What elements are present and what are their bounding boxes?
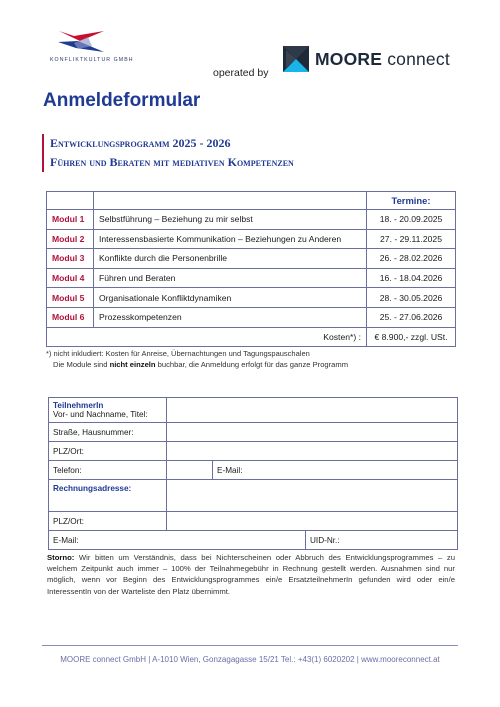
- street-row: [49, 423, 458, 442]
- brand-subline: KONFLIKTKULTUR GMBH: [50, 57, 134, 63]
- plz-field[interactable]: [167, 442, 458, 461]
- cost-row: [47, 327, 456, 347]
- module-row: [47, 210, 456, 230]
- booking-note: [53, 360, 348, 369]
- module-number: Modul 5: [47, 288, 94, 308]
- module-date: 16. - 18.04.2026: [367, 268, 456, 288]
- module-title: Organisationale Konfliktdynamiken: [94, 288, 367, 308]
- footer-text: MOORE connect GmbH | A-1010 Wien, Gonzagagasse 15/21 Tel.: +43(1) 6020202 | www.mooreconnect.at: [60, 655, 440, 664]
- name-label-cell: [49, 398, 167, 423]
- plz-row: [49, 442, 458, 461]
- name-field[interactable]: [167, 398, 458, 423]
- program-heading: [42, 134, 294, 172]
- billing-label: Rechnungsadresse:: [49, 480, 167, 512]
- module-title: Konflikte durch die Personenbrille: [94, 249, 367, 269]
- header-cell-empty-1: [47, 192, 94, 210]
- module-title: Führen und Beraten: [94, 268, 367, 288]
- module-number: Modul 6: [47, 307, 94, 327]
- street-field[interactable]: [167, 423, 458, 442]
- module-number: Modul 3: [47, 249, 94, 269]
- footer-divider: [42, 645, 458, 646]
- module-date: 26. - 28.02.2026: [367, 249, 456, 269]
- phone-field[interactable]: [167, 461, 213, 480]
- module-date: 28. - 30.05.2026: [367, 288, 456, 308]
- storno-body: Wir bitten um Verständnis, dass bei Nichterscheinen oder Abbruch des Entwicklungsprogrammes – zu welchem Zeitpunkt auch immer – 100% der Teilnahmegebühr in Rechnung gestellt werden. Ausnahmen sind nur möglich, wenn vor Beginn des Entwicklungsprogrammes ein/e ErsatzteilnehmerIn gefunden wird oder ein/e InteressentIn von der Warteliste den Platz übernimmt.: [47, 553, 455, 596]
- module-row: [47, 249, 456, 269]
- registration-form: [48, 397, 458, 550]
- email2-label: E-Mail:: [53, 535, 79, 545]
- email2-field[interactable]: [49, 531, 306, 550]
- storno-text: [47, 552, 455, 597]
- modules-header-row: [47, 192, 456, 210]
- module-row: [47, 307, 456, 327]
- program-line-1: Entwicklungsprogramm 2025 - 2026: [50, 136, 231, 150]
- phone-label: Telefon:: [49, 461, 167, 480]
- konfliktkultur-logo: [50, 28, 134, 63]
- plz2-row: [49, 512, 458, 531]
- moore-mark-icon: [283, 46, 309, 72]
- cost-label: Kosten*) :: [47, 327, 367, 347]
- name-label: Vor- und Nachname, Titel:: [53, 410, 148, 419]
- storno-label: Storno:: [47, 553, 75, 562]
- konfliktkultur-mark-icon: [58, 28, 104, 54]
- moore-connect-logo: [283, 46, 450, 72]
- moore-wordmark-bold: MOORE: [315, 48, 383, 69]
- module-date: 25. - 27.06.2026: [367, 307, 456, 327]
- module-date: 27. - 29.11.2025: [367, 229, 456, 249]
- module-title: Selbstführung – Beziehung zu mir selbst: [94, 210, 367, 230]
- termine-header: Termine:: [367, 192, 456, 210]
- cost-footnote: *) nicht inkludiert: Kosten für Anreise, Übernachtungen und Tagungspauschalen: [46, 349, 310, 358]
- participant-heading: TeilnehmerIn: [53, 401, 104, 410]
- module-date: 18. - 20.09.2025: [367, 210, 456, 230]
- module-number: Modul 1: [47, 210, 94, 230]
- billing-field[interactable]: [167, 480, 458, 512]
- operated-by-text: operated by: [213, 67, 269, 79]
- email-label: E-Mail:: [217, 465, 243, 475]
- plz2-label: PLZ/Ort:: [49, 512, 167, 531]
- uid-field[interactable]: [306, 531, 458, 550]
- modules-table: [46, 191, 456, 347]
- plz2-field[interactable]: [167, 512, 458, 531]
- booking-note-post: buchbar, die Anmeldung erfolgt für das ganze Programm: [155, 360, 349, 369]
- phone-email-row: [49, 461, 458, 480]
- moore-wordmark: [315, 49, 450, 70]
- billing-row: [49, 480, 458, 512]
- email-field[interactable]: [213, 461, 458, 480]
- page-title: Anmeldeformular: [43, 90, 201, 111]
- booking-note-pre: Die Module sind: [53, 360, 110, 369]
- module-title: Prozesskompetenzen: [94, 307, 367, 327]
- booking-note-bold: nicht einzeln: [109, 360, 156, 369]
- module-row: [47, 229, 456, 249]
- cost-value: € 8.900,- zzgl. USt.: [367, 327, 456, 347]
- plz-label: PLZ/Ort:: [49, 442, 167, 461]
- module-number: Modul 2: [47, 229, 94, 249]
- name-row: [49, 398, 458, 423]
- header-cell-empty-2: [94, 192, 367, 210]
- module-title: Interessensbasierte Kommunikation – Beziehungen zu Anderen: [94, 229, 367, 249]
- email-uid-row: [49, 531, 458, 550]
- moore-wordmark-light: connect: [387, 48, 450, 69]
- module-row: [47, 288, 456, 308]
- street-label: Straße, Hausnummer:: [49, 423, 167, 442]
- module-row: [47, 268, 456, 288]
- module-number: Modul 4: [47, 268, 94, 288]
- uid-label: UID-Nr.:: [310, 535, 340, 545]
- program-line-2: Führen und Beraten mit mediativen Kompetenzen: [50, 155, 294, 169]
